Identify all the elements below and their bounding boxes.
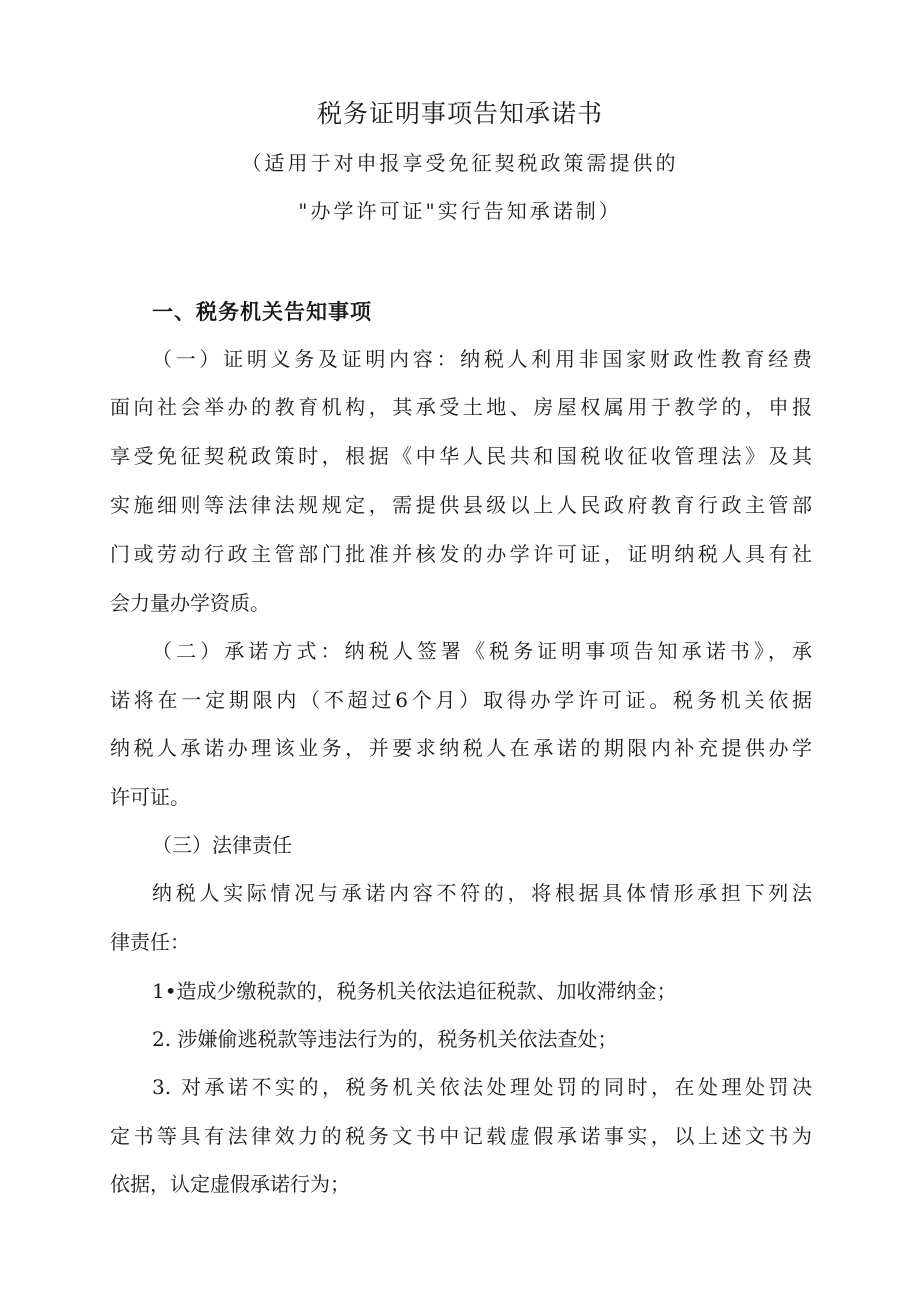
legal-liability-heading: （三）法律责任 (152, 833, 292, 857)
liability-item-2: 2. 涉嫌偷逃税款等违法行为的，税务机关依法查处； (152, 1027, 618, 1051)
liability-item-3-line-3: 依据，认定虚假承诺行为； (110, 1172, 350, 1196)
para1-line-1: （一）证明义务及证明内容：纳税人利用非国家财政性教育经费 (152, 347, 812, 371)
subtitle-line-1: （适用于对申报享受免征契税政策需提供的 (241, 151, 679, 175)
section-heading-1: 一、税务机关告知事项 (152, 300, 372, 324)
para2-line-1: （二）承诺方式：纳税人签署《税务证明事项告知承诺书》，承 (152, 639, 812, 663)
para2-line-3: 纳税人承诺办理该业务，并要求纳税人在承诺的期限内补充提供办学 (110, 736, 812, 760)
document-title: 税务证明事项告知承诺书 (316, 99, 603, 128)
para1-line-4: 实施细则等法律法规规定，需提供县级以上人民政府教育行政主管部 (110, 493, 812, 517)
para2-line-2: 诺将在一定期限内（不超过6个月）取得办学许可证。税务机关依据 (110, 688, 812, 712)
para4-line-2: 律责任： (110, 930, 190, 954)
para1-line-6: 会力量办学资质。 (110, 591, 270, 615)
liability-item-3-line-1: 3. 对承诺不实的，税务机关依法处理处罚的同时，在处理处罚决 (152, 1075, 812, 1099)
liability-item-3-line-2: 定书等具有法律效力的税务文书中记载虚假承诺事实，以上述文书为 (110, 1124, 812, 1148)
subtitle-line-2: "办学许可证"实行告知承诺制） (298, 199, 622, 223)
para2-line-4: 许可证。 (110, 785, 190, 809)
para4-line-1: 纳税人实际情况与承诺内容不符的，将根据具体情形承担下列法 (152, 881, 812, 905)
para1-line-2: 面向社会举办的教育机构，其承受土地、房屋权属用于教学的，申报 (110, 395, 812, 419)
para1-line-3: 享受免征契税政策时，根据《中华人民共和国税收征收管理法》及其 (110, 444, 812, 468)
para1-line-5: 门或劳动行政主管部门批准并核发的办学许可证，证明纳税人具有社 (110, 542, 812, 566)
liability-item-1: 1•造成少缴税款的，税务机关依法追征税款、加收滞纳金； (152, 979, 677, 1003)
